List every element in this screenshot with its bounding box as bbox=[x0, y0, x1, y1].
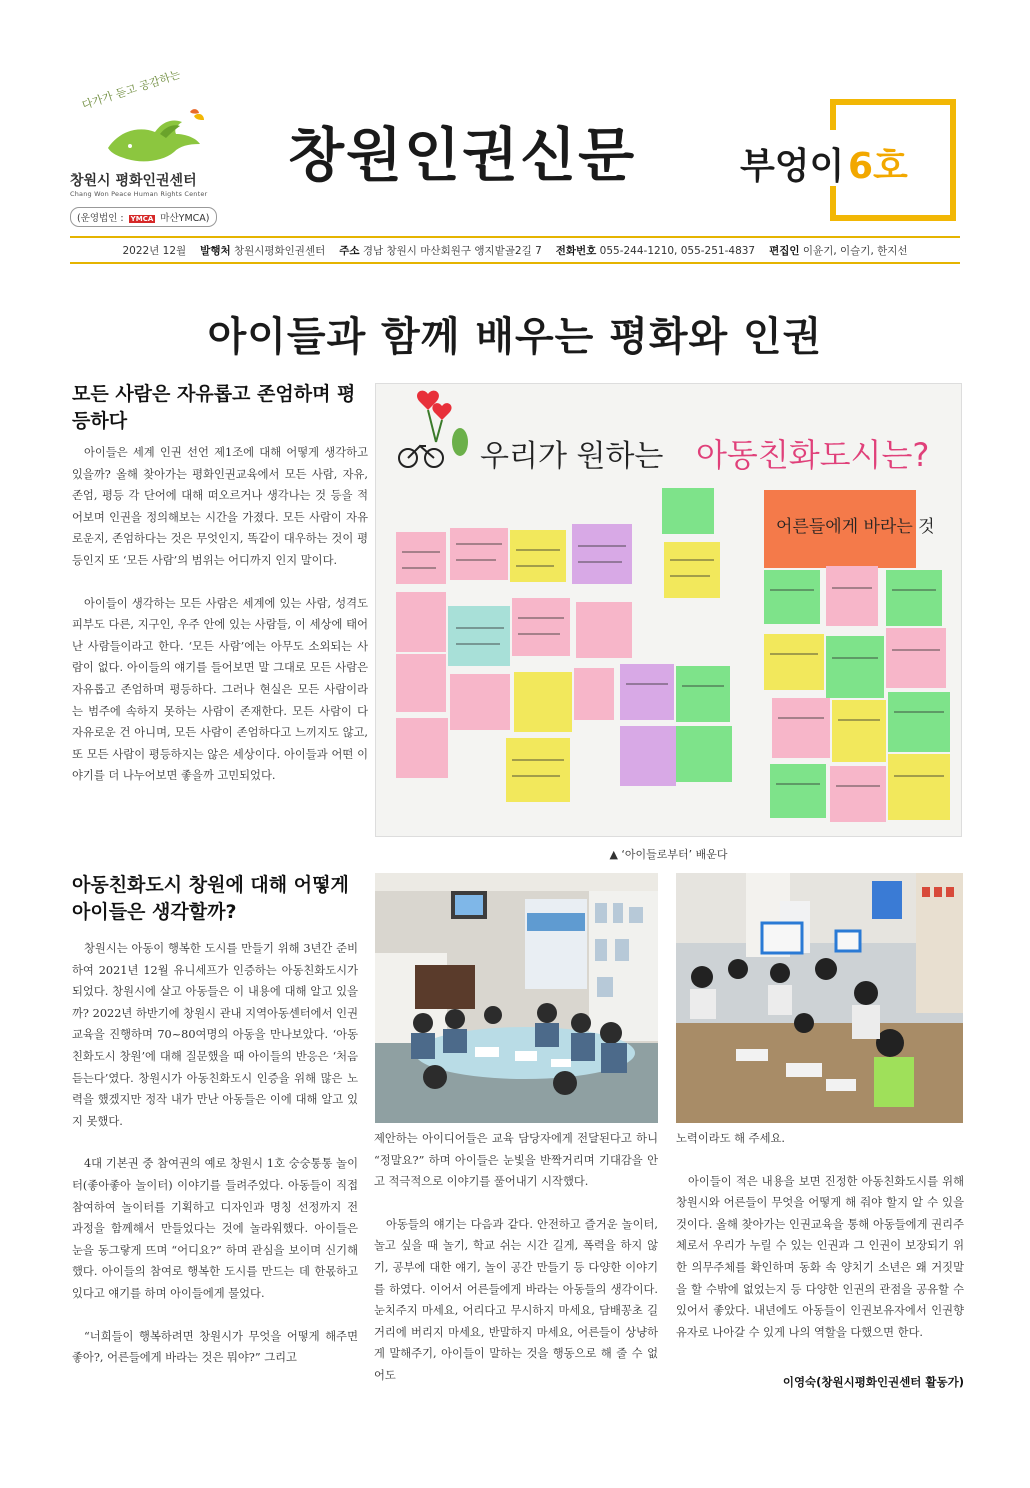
operator-badge bbox=[70, 207, 217, 227]
section2-paragraph: 창원시는 아동이 행복한 도시를 만들기 위해 3년간 준비하여 2021년 12월 유니세프가 인증하는 아동친화도시가 되었다. 창원시에 살고 아동들은 이 내용에 대해 알고 있을까? 2022년 하반기에 창원시 관내 지역아동센터에서 인권교육을 진행하며 70~80여명의 아동을 만나보았다. ‘아동친화도시 창원’에 대해 질문했을 때 아이들의 반응은 ‘처음 듣는다’였다. 창원시가 아동친화도시 인증을 위해 많은 노력을 했겠지만 정작 내가 만난 아동들은 이에 대해 알고 있지 못했다. bbox=[72, 942, 358, 1128]
section1-body bbox=[72, 442, 368, 787]
section2-paragraph: 4대 기본권 중 참여권의 예로 창원시 1호 숭숭통통 놀이터(좋아좋아 놀이터) 이야기를 들려주었다. 아동들이 직접 참여하여 놀이터를 기획하고 디자인과 명칭 선정까지 전 과정을 함께해서 만들었다는 것에 놀라워했다. 아이들은 눈을 동그랗게 뜨며 “어디요?” 하며 관심을 보이며 신기해했다. 아이들의 참여로 행복한 도시를 만드는 데 한몫하고 있다고 얘기를 하며 아이들에게 물었다. bbox=[72, 1157, 358, 1300]
section2-body-col3 bbox=[676, 1128, 964, 1343]
board-illustration bbox=[376, 384, 962, 837]
ymca-icon: YMCA bbox=[130, 215, 154, 223]
section1-paragraph: 아이들은 세계 인권 선언 제1조에 대해 어떻게 생각하고 있을까? 올해 찾아가는 평화인권교육에서 모든 사람, 자유, 존엄, 평등 각 단어에 대해 떠오르거나 생각나는 것 등을 적어보며 인권을 정의해보는 시간을 가졌다. 모든 사람이 자유로운지, 존엄하다는 것은 무엇인지, 똑같이 대우하는 것이 평등인지 또 ‘모든 사람’의 범위는 어디까지 인지 말이다. bbox=[72, 446, 368, 567]
editors: 이윤기, 이슬기, 한지선 bbox=[802, 244, 908, 257]
center-name-en: Chang Won Peace Human Rights Center bbox=[70, 190, 208, 198]
sticky-note-board-photo bbox=[375, 383, 962, 837]
newspaper-title: 창원인권신문 bbox=[288, 121, 637, 189]
section1-paragraph: 아이들이 생각하는 모든 사람은 세계에 있는 사람, 성격도 피부도 다른, 지구인, 우주 안에 있는 사람들, 이 세상에 태어난 사람들이라고 한다. ‘모든 사람’에는 아무도 소외되는 사람이 없다. 아이들의 얘기를 들어보면 말 그대로 모든 사람은 자유롭고 존엄하며 평등하다. 그러나 현실은 모든 사람이라는 범주에 속하지 못하는 사람이 존재한다. 모든 사람이 다 자유로운 건 아니며, 모든 사람이 존엄하다고 느끼지도 않고, 또 모든 사람이 평등하지는 않은 세상이다. 아이들과 어떤 이야기를 더 나누어보면 좋을까 고민되었다. bbox=[72, 596, 368, 783]
board-title-2: 아동친화도시는? bbox=[696, 436, 930, 474]
article-author: 이영숙(창원시평화인권센터 활동가) bbox=[782, 1375, 964, 1389]
section2-paragraph: 노력이라도 해 주세요. bbox=[676, 1132, 785, 1145]
publisher-label: 발행처 bbox=[200, 244, 231, 257]
section2-body-col2 bbox=[374, 1128, 658, 1387]
editor-label: 편집인 bbox=[769, 244, 800, 257]
section1-title: 모든 사람은 자유롭고 존엄하며 평등하다 bbox=[72, 383, 356, 432]
phone: 055-244-1210, 055-251-4837 bbox=[599, 244, 756, 257]
center-logo bbox=[60, 67, 260, 230]
operator-label: (운영법인 : bbox=[77, 213, 124, 224]
section2-paragraph: 아이들이 적은 내용을 보면 진정한 아동친화도시를 위해 창원시와 어른들이 무엇을 어떻게 해 줘야 할지 알 수 있을 것이다. 올해 찾아가는 인권교육을 통해 아동들에게 권리주체로서 우리가 누릴 수 있는 인권과 그 인권이 보장되기 위한 의무주체를 확인하며 동화 속 양치기 소년은 왜 거짓말을 할 수밖에 없었는지 등 다양한 인권의 관점을 공유할 수 있어서 좋았다. 내년에도 아동들이 인권보유자에서 인권향유자로 나아갈 수 있게 나의 역할을 다했으면 한다. bbox=[676, 1174, 964, 1339]
operator-name: 마산YMCA) bbox=[160, 213, 210, 224]
section2-body-col1 bbox=[72, 938, 358, 1369]
center-name: 창원시 평화인권센터 bbox=[70, 173, 197, 189]
section2-title: 아동친화도시 창원에 대해 어떻게 아이들은 생각할까? bbox=[72, 874, 349, 923]
classroom-illustration-2 bbox=[676, 873, 963, 1123]
address-label: 주소 bbox=[339, 244, 360, 257]
issue-label: 부엉이 bbox=[740, 146, 845, 187]
section2-paragraph: “너희들이 행복하려면 창원시가 무엇을 어떻게 해주면 좋아?, 어른들에게 바라는 것은 뭐야?” 그리고 bbox=[72, 1329, 358, 1365]
issue-number: 6호 bbox=[848, 146, 908, 187]
publication-info bbox=[70, 236, 960, 264]
logo-slogan: 다가가 듣고 공감하는 bbox=[80, 67, 182, 112]
board-sign: 어른들에게 바라는 것 bbox=[776, 517, 935, 537]
address: 경남 창원시 마산회원구 앵지밭골2길 7 bbox=[362, 244, 542, 257]
dove-icon bbox=[100, 108, 210, 168]
publisher: 창원시평화인권센터 bbox=[233, 244, 326, 257]
issue-date: 2022년 12월 bbox=[122, 244, 187, 257]
classroom-photo-2 bbox=[676, 873, 963, 1123]
phone-label: 전화번호 bbox=[555, 244, 597, 257]
photo-caption: ▲ ‘아이들로부터’ 배운다 bbox=[609, 848, 728, 861]
section2-paragraph: 제안하는 아이디어들은 교육 담당자에게 전달된다고 하니 “정말요?” 하며 아이들은 눈빛을 반짝거리며 기대감을 안고 적극적으로 이야기를 풀어내기 시작했다. bbox=[374, 1132, 658, 1189]
classroom-illustration-1 bbox=[375, 873, 658, 1123]
section2-paragraph: 아동들의 얘기는 다음과 같다. 안전하고 즐거운 놀이터, 놀고 싶을 때 놀기, 학교 쉬는 시간 길게, 폭력을 하지 않기, 공부에 대한 얘기, 놀이 공간 만들기 등 다양한 이야기를 하였다. 이어서 어른들에게 바라는 아동들의 생각이다. 눈치주지 마세요, 어리다고 무시하지 마세요, 담배꽁초 길거리에 버리지 마세요, 반말하지 마세요, 어른들이 상냥하게 말해주기, 아이들이 말하는 것을 행동으로 해 줄 수 없어도 bbox=[374, 1217, 658, 1382]
board-title-1: 우리가 원하는 bbox=[480, 439, 664, 474]
classroom-photo-1 bbox=[375, 873, 658, 1123]
main-headline: 아이들과 함께 배우는 평화와 인권 bbox=[207, 314, 823, 360]
